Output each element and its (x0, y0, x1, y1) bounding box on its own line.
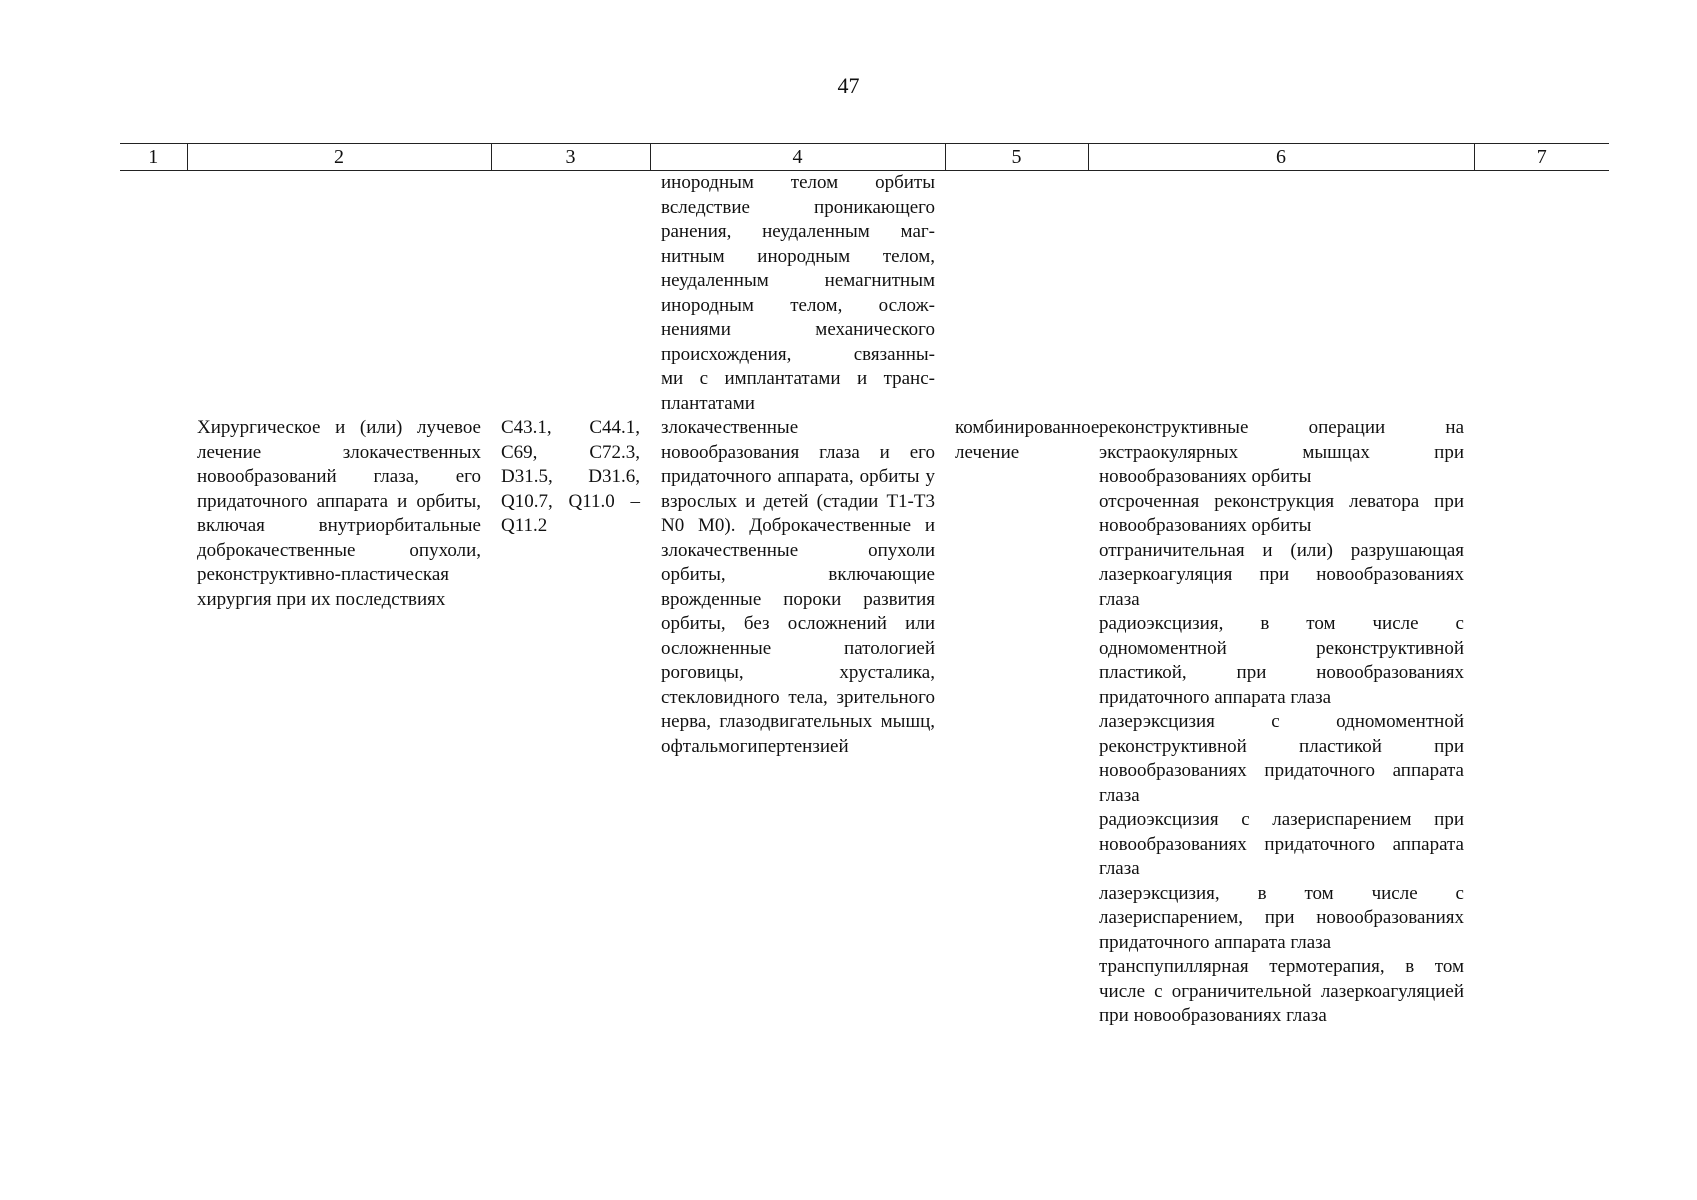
method-item: транспупиллярная термотерапия, в том числе с ограничительной лазеркоагуляцией при новообразованиях глаза (1099, 956, 1464, 1026)
cell-continuation-col2 (187, 171, 491, 417)
method-item: лазерэксцизия с одномоментной реконструктивной пластикой при новообразованиях придаточного аппарата глаза (1099, 711, 1464, 806)
continuation-line: нитным инородным телом, (661, 245, 935, 267)
cell-continuation-col6 (1088, 171, 1474, 417)
cell-treatment-type: комбинированное лечение (955, 417, 1100, 463)
cell-col1 (120, 416, 187, 1029)
page-number: 47 (837, 73, 860, 98)
cell-icd-codes: C43.1, C44.1, C69, C72.3, D31.5, D31.6, Q10.7, Q11.0 – Q11.2 (501, 417, 640, 536)
column-header-7: 7 (1474, 144, 1609, 171)
continuation-line: ми с имплантатами и транс- (661, 368, 935, 389)
cell-continuation-col3 (491, 171, 650, 417)
medical-care-table (120, 143, 1609, 1029)
continuation-line: плантатами (661, 392, 755, 414)
column-header-1: 1 (120, 144, 187, 171)
table-row (120, 416, 1609, 1029)
column-header-5: 5 (945, 144, 1088, 171)
table-row-continuation (120, 171, 1609, 417)
method-item: радиоэксцизия с лазериспарением при новообразованиях придаточного аппарата глаза (1099, 809, 1464, 879)
continuation-line: инородным телом орбиты (661, 172, 935, 193)
column-header-3: 3 (491, 144, 650, 171)
cell-continuation-col7 (1474, 171, 1609, 417)
continuation-line: неудаленным немагнитным (661, 270, 935, 291)
column-header-4: 4 (650, 144, 945, 171)
continuation-line: инородным телом, ослож- (661, 294, 935, 316)
method-item: лазерэксцизия, в том числе с лазериспарением, при новообразованиях придаточного аппарата глаза (1099, 882, 1464, 953)
cell-continuation-col4 (650, 171, 945, 417)
cell-diagnosis: злокачественные новообразования глаза и его придаточного аппарата, орбиты у взрослых и детей (стадии T1-T3 N0 M0). Доброкачественные и злокачественные опухоли орбиты, включающие врожденные пороки развития орбиты, без осложнений или осложненные патологией роговицы, хрусталика, стекловидного тела, зрительного нерва, глазодвигательных мышц, офтальмогипертензией (661, 417, 935, 757)
cell-col7 (1474, 416, 1609, 1029)
cell-continuation-col5 (945, 171, 1088, 417)
continuation-line: вследствие проникающего (661, 196, 935, 218)
continuation-line: ранения, неудаленным маг- (661, 221, 935, 242)
continuation-line: происхождения, связанны- (661, 343, 935, 365)
header-row (120, 144, 1609, 171)
method-item: радиоэксцизия, в том числе с одномоментной реконструктивной пластикой, при новообразованиях придаточного аппарата глаза (1099, 613, 1464, 708)
method-item: отграничительная и (или) разрушающая лазеркоагуляция при новообразованиях глаза (1099, 539, 1464, 610)
continuation-line: нениями механического (661, 319, 935, 340)
method-item: реконструктивные операции на экстраокулярных мышцах при новообразованиях орбиты (1099, 417, 1464, 487)
cell-continuation-col1 (120, 171, 187, 417)
column-header-2: 2 (187, 144, 491, 171)
column-header-6: 6 (1088, 144, 1474, 171)
cell-treatment-name: Хирургическое и (или) лучевое лечение злокачественных новообразований глаза, его придаточного аппарата и орбиты, включая внутриорбитальные доброкачественные опухоли, реконструктивно-пластическая хирургия при их последствиях (197, 417, 481, 610)
method-item: отсроченная реконструкция леватора при новообразованиях орбиты (1099, 490, 1464, 536)
table-header (120, 144, 1609, 171)
cell-treatment-methods (1088, 416, 1474, 1029)
